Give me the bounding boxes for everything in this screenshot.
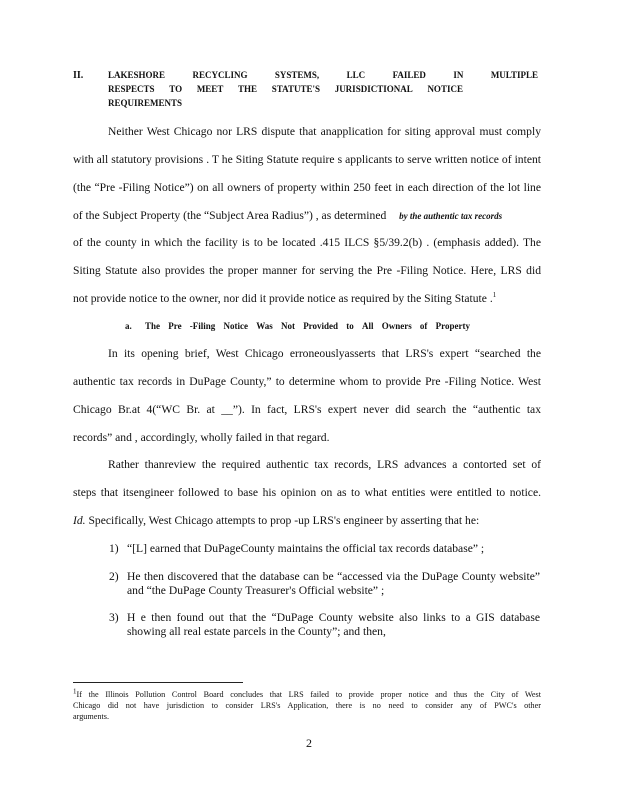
subheading-word: Notice [223, 321, 249, 331]
subheading-letter: a. [125, 321, 132, 331]
list-item-line: showing all real estate parcels in the County”; and then, [127, 625, 386, 638]
subheading-word: of [419, 321, 428, 331]
footnote-line [73, 687, 541, 700]
para1-line: (the “Pre -Filing Notice”) on all owners of property within 250 feet in each direction of the lot line [73, 181, 541, 194]
para1-line: Neither West Chicago nor LRS dispute that anapplication for siting approval must comply [108, 125, 541, 138]
section-number: II. [73, 70, 84, 81]
heading-word: THE [238, 84, 258, 94]
subheading-word: -Filing [189, 321, 216, 331]
list-number: 1) [109, 542, 119, 555]
para1-line: Siting Statute also provides the proper manner for serving the Pre -Filing Notice. Here, LRS did [73, 264, 541, 277]
para3-line: steps that itsengineer followed to base his opinion on as to what entities were entitled to notice. [73, 486, 541, 499]
id-citation: Id. [73, 514, 86, 527]
subheading-word: Provided [303, 321, 339, 331]
subheading-word: Property [435, 321, 470, 331]
heading-word: SYSTEMS, [274, 70, 320, 80]
para1-line-text: not provide notice to the owner, nor did it provide notice as required by the Siting Statute . [73, 292, 493, 305]
footnote-mark: 1 [73, 687, 77, 696]
heading-word: LAKESHORE [108, 70, 166, 80]
heading-word: RESPECTS [108, 84, 155, 94]
para3-line: Rather thanreview the required authentic tax records, LRS advances a contorted set of [108, 458, 541, 471]
para1-line: of the county in which the facility is to be located .415 ILCS §5/39.2(b) . (emphasis added). The [73, 236, 541, 249]
list-item-line: and “the DuPage County Treasurer's Official website” ; [127, 584, 385, 597]
heading-word: MULTIPLE [490, 70, 538, 80]
list-number: 2) [109, 570, 119, 583]
subheading-word: Pre [168, 321, 182, 331]
para2-line: In its opening brief, West Chicago erroneouslyasserts that LRS's expert “searched the [108, 347, 541, 360]
para1-line-text: of the Subject Property (the “Subject Area Radius”) , as determined [73, 209, 387, 222]
para2-line: records” and , accordingly, wholly failed in that regard. [73, 431, 330, 444]
section-heading-line-2 [108, 84, 463, 94]
footnote-line: Chicago did not have jurisdiction to consider LRS's Application, there is no need to consider any of PWC's other [73, 701, 541, 710]
para3-line-text: Specifically, West Chicago attempts to prop -up LRS's engineer by asserting that he: [88, 514, 480, 527]
list-item-line: “[L] earned that DuPageCounty maintains the official tax records database” ; [127, 542, 485, 555]
footnote-reference: 1 [492, 291, 497, 300]
section-heading-line-1 [108, 70, 538, 80]
para1-emphasis: by the authentic tax records [399, 211, 503, 221]
list-number: 3) [109, 611, 119, 624]
para1-line: with all statutory provisions . T he Siting Statute require s applicants to serve written notice of intent [73, 153, 541, 166]
subheading-word: to [346, 321, 354, 331]
para1-line [73, 292, 541, 306]
subheading-word: Owners [381, 321, 412, 331]
heading-word: JURISDICTIONAL [334, 84, 413, 94]
heading-word: RECYCLING [192, 70, 248, 80]
heading-word: MEET [196, 84, 224, 94]
subheading-word: Not [280, 321, 295, 331]
footnote-divider [73, 682, 243, 683]
para3-line [73, 514, 541, 528]
list-item-line: He then discovered that the database can be “accessed via the DuPage County website” [127, 570, 540, 583]
footnote-line: arguments. [73, 712, 110, 721]
heading-word: TO [169, 84, 183, 94]
heading-word: NOTICE [427, 84, 463, 94]
heading-word: IN [453, 70, 464, 80]
section-heading-line-3: REQUIREMENTS [108, 98, 183, 108]
subheading-word: All [361, 321, 374, 331]
heading-word: FAILED [392, 70, 426, 80]
para1-line [73, 209, 541, 223]
subheading-word: The [145, 321, 161, 331]
para2-line: authentic tax records in DuPage County,” to determine whom to provide Pre -Filing Notice. West [73, 375, 541, 388]
subheading-word: Was [256, 321, 273, 331]
heading-word: LLC [346, 70, 366, 80]
page-number: 2 [306, 736, 312, 750]
para2-line: Chicago Br.at 4(“WC Br. at __”). In fact, LRS's expert never did search the “authentic tax [73, 403, 541, 416]
subheading [145, 321, 470, 331]
footnote-text: If the Illinois Pollution Control Board concludes that LRS failed to provide proper notice and thus the City of West [76, 690, 541, 699]
heading-word: STATUTE'S [271, 84, 320, 94]
list-item-line: H e then found out that the “DuPage County website also links to a GIS database [127, 611, 540, 624]
